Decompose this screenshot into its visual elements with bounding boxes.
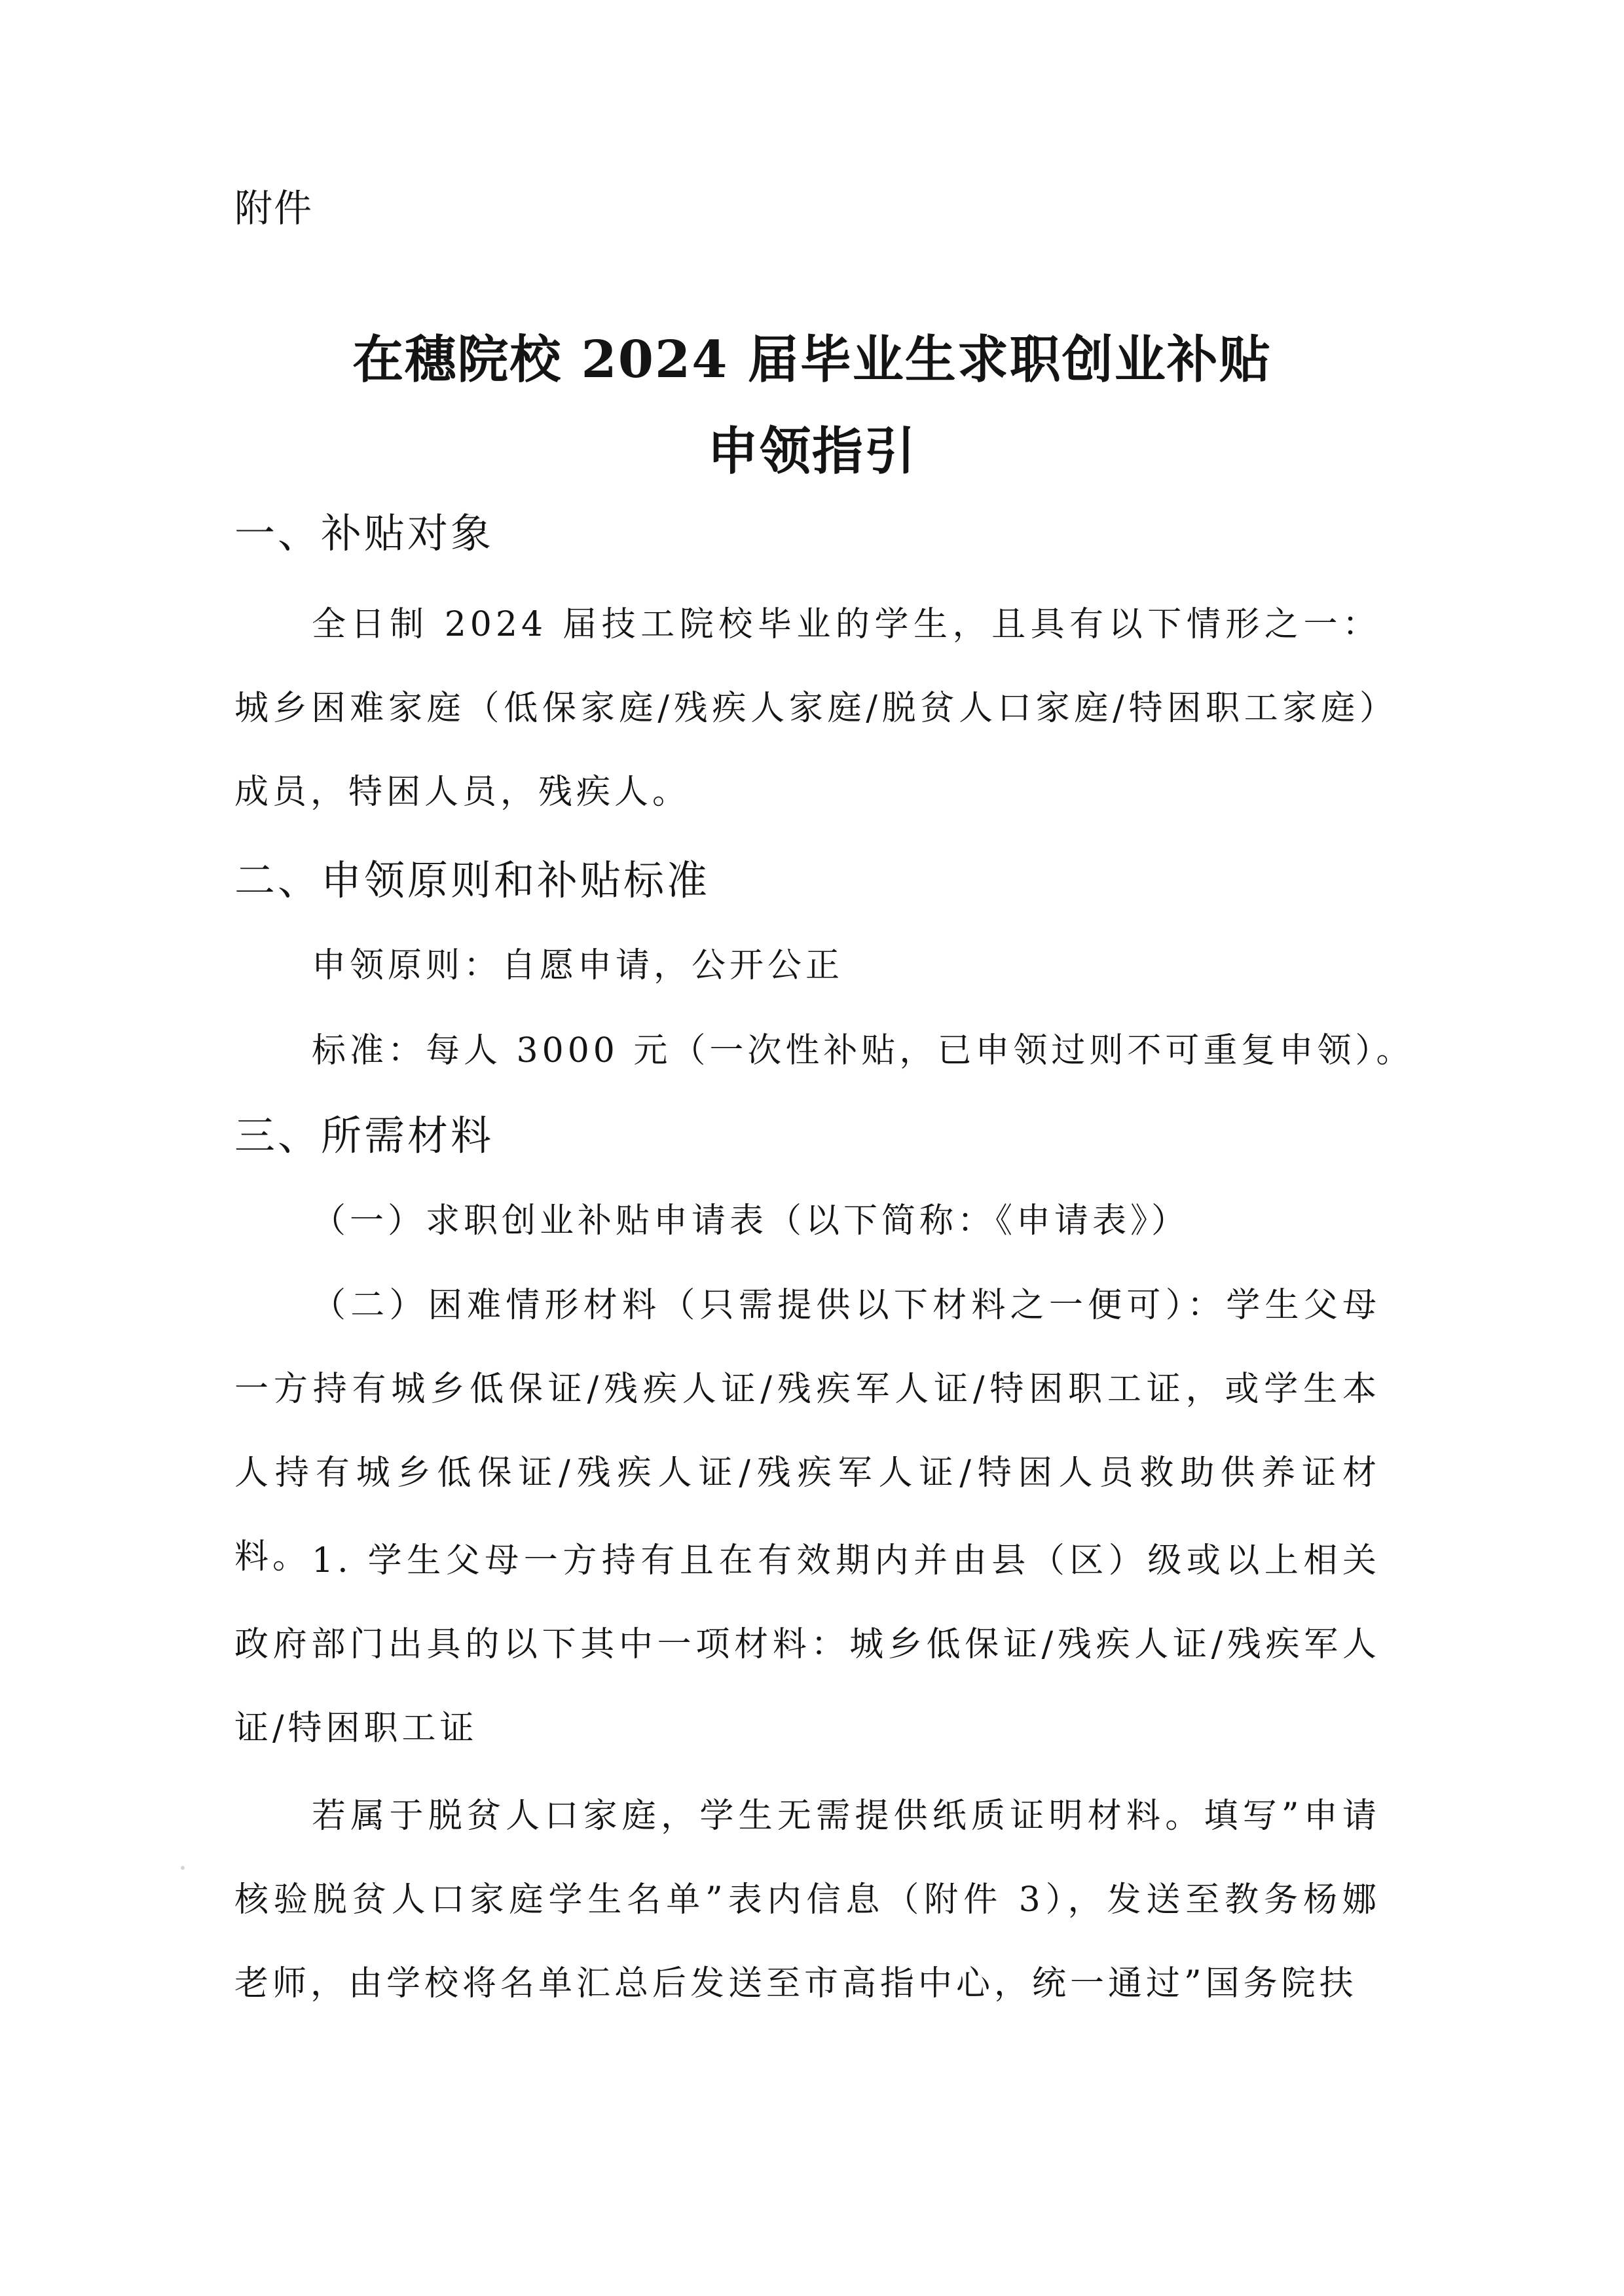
section1-paragraph: 全日制 2024 届技工院校毕业的学生，且具有以下情形之一：城乡困难家庭（低保家庭/残疾人家庭/脱贫人口家庭/特困职工家庭）成员，特困人员，残疾人。 — [234, 605, 1380, 812]
section1-heading: 一、补贴对象 — [234, 509, 494, 557]
attachment-label: 附件 — [234, 186, 314, 230]
section3-item1: （一）求职创业补贴申请表（以下简称：《申请表》） — [312, 1201, 1190, 1241]
document-title-line1: 在穗院校 2024 届毕业生求职创业补贴 — [352, 330, 1272, 390]
section3-point1: 1. 学生父母一方持有且在有效期内并由县（区）级或以上相关政府部门出具的以下其中一项材料：城乡低保证/残疾人证/残疾军人证/特困职工证 — [234, 1541, 1380, 1748]
section2-principle: 申领原则：自愿申请，公开公正 — [312, 946, 844, 985]
section3-note: 若属于脱贫人口家庭，学生无需提供纸质证明材料。填写”申请核验脱贫人口家庭学生名单”表内信息（附件 3），发送至教务杨娜老师，由学校将名单汇总后发送至市高指中心，统一通过”国务院扶 — [234, 1796, 1380, 2003]
document-title-line2: 申领指引 — [707, 422, 917, 481]
section3-heading: 三、所需材料 — [234, 1112, 494, 1159]
section3-item2: （二）困难情形材料（只需提供以下材料之一便可）：学生父母一方持有城乡低保证/残疾人证/残疾军人证/特困职工证，或学生本人持有城乡低保证/残疾人证/残疾军人证/特困人员救助供养证材料。 — [234, 1286, 1380, 1576]
scan-margin-mark — [181, 1866, 185, 1870]
section2-heading: 二、申领原则和补贴标准 — [234, 856, 710, 904]
section2-standard: 标准：每人 3000 元（一次性补贴，已申领过则不可重复申领）。 — [312, 1031, 1414, 1070]
